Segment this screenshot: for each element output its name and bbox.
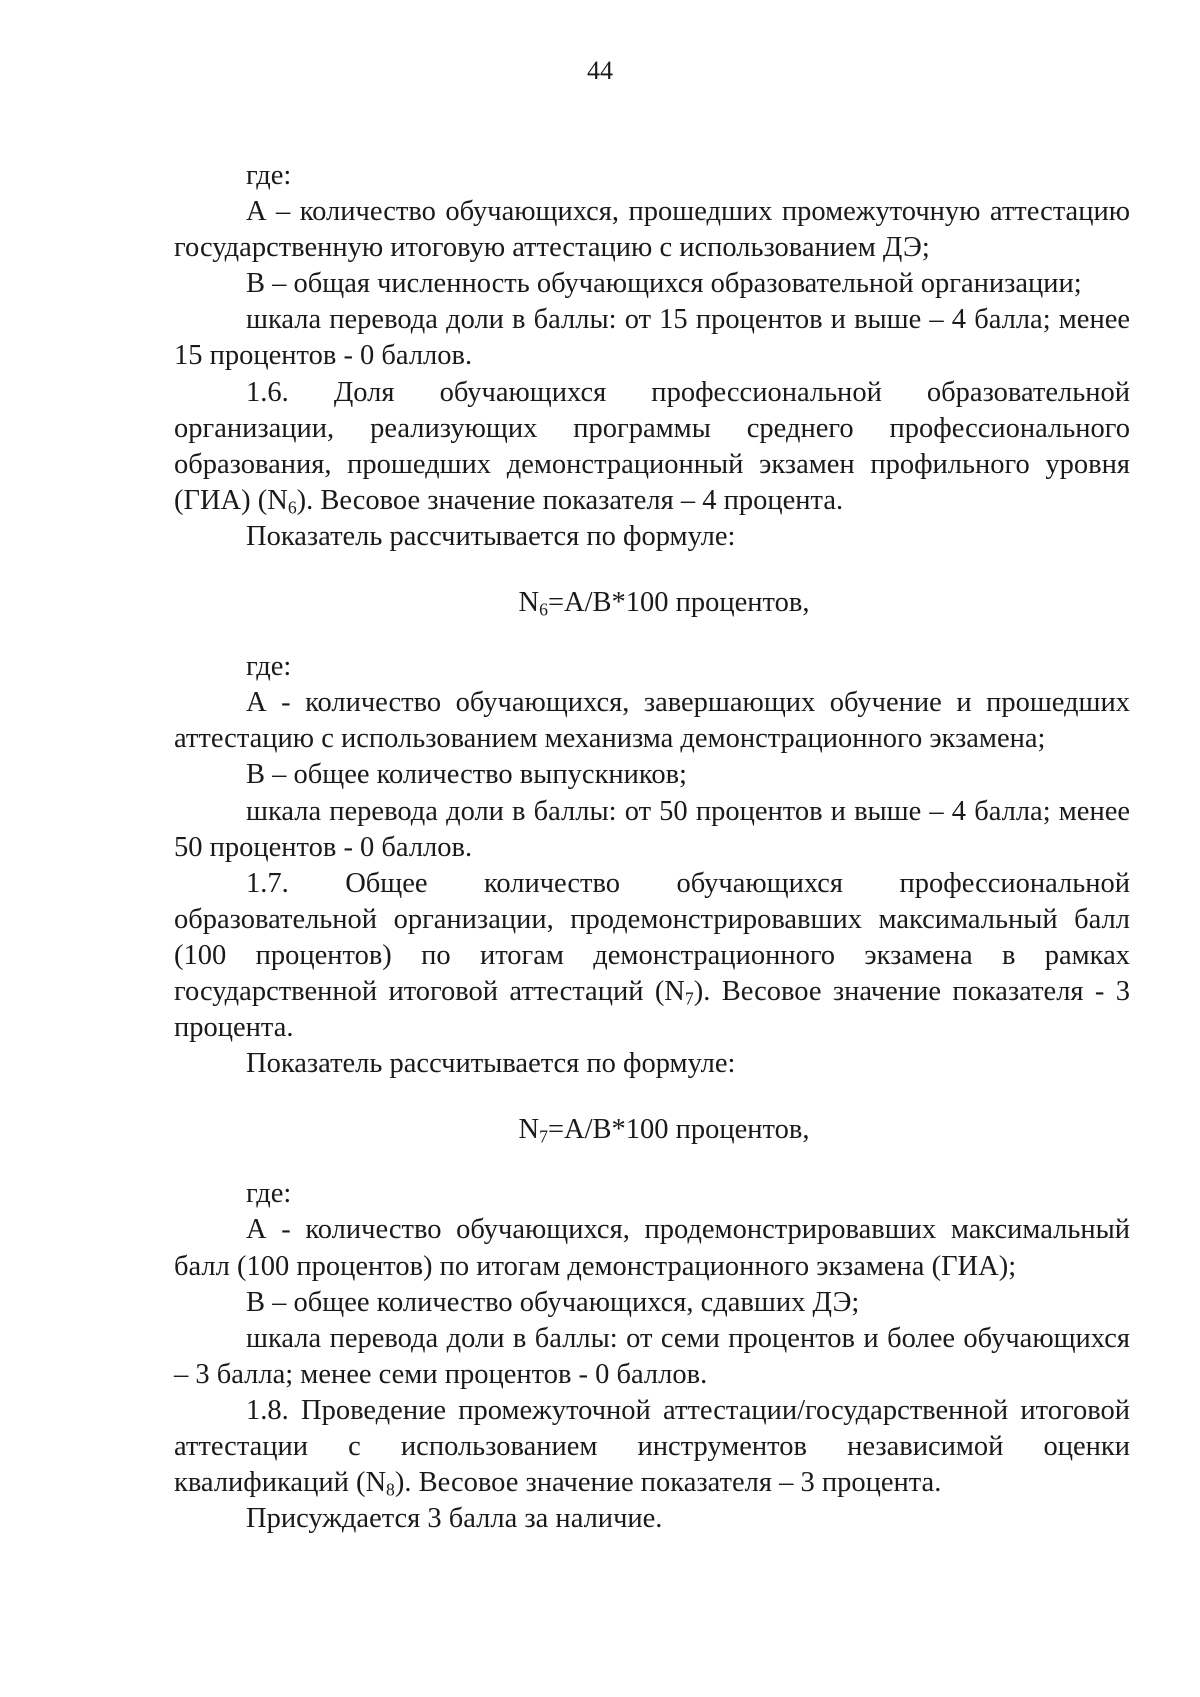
formula-n7 xyxy=(174,1082,1130,1176)
page-number: 44 xyxy=(587,56,613,85)
item-1-7-text: 1.7. Общее количество обучающихся профессиональной образовательной организации, продемонстрировавших максимальный балл (100 процентов) по итогам демонстрационного экзамена в рамках государственной итоговой аттестаций (N xyxy=(174,867,1130,1007)
formula-n7-symbol: N xyxy=(518,1114,540,1146)
formula-n6-rest: =А/В*100 процентов, xyxy=(547,587,810,619)
where-label-2: где: xyxy=(246,651,292,683)
item-1-8-sub: 8 xyxy=(386,1479,395,1500)
award-text: Присуждается 3 балла за наличие. xyxy=(246,1503,663,1535)
item-1-6-text: 1.6. Доля обучающихся профессиональной образовательной организации, реализующих программы среднего профессионального образования, прошедших демонстрационный экзамен профильного уровня (ГИА) (N xyxy=(174,376,1130,516)
item-1-7-sub: 7 xyxy=(684,988,694,1009)
formula-n7-sub: 7 xyxy=(539,1126,548,1147)
definition-b-2: В – общее количество выпускников; xyxy=(246,759,687,791)
definition-b-1: В – общая численность обучающихся образовательной организации; xyxy=(246,268,1082,300)
formula-n7-rest: =А/В*100 процентов, xyxy=(547,1114,810,1146)
item-1-6 xyxy=(174,375,1130,519)
definition-a-3: А - количество обучающихся, продемонстрировавших максимальный балл (100 процентов) по итогам демонстрационного экзамена (ГИА); xyxy=(174,1214,1130,1282)
item-1-6-sub: 6 xyxy=(287,497,297,518)
scale-1: шкала перевода доли в баллы: от 15 процентов и выше – 4 балла; менее 15 процентов - 0 баллов. xyxy=(174,304,1130,372)
formula-n6 xyxy=(174,555,1130,649)
where-label-1: где: xyxy=(246,160,292,191)
item-1-8-text: 1.8. Проведение промежуточной аттестации/государственной итоговой аттестации с использованием инструментов независимой оценки квалификаций (N xyxy=(174,1394,1130,1499)
formula-intro-6: Показатель рассчитывается по формуле: xyxy=(246,520,736,552)
formula-n6-symbol: N xyxy=(518,587,540,619)
scale-3: шкала перевода доли в баллы: от семи процентов и более обучающихся – 3 балла; менее семи процентов - 0 баллов. xyxy=(174,1322,1130,1390)
document-body xyxy=(174,158,1130,1537)
item-1-8 xyxy=(174,1393,1130,1501)
scale-2: шкала перевода доли в баллы: от 50 процентов и выше – 4 балла; менее 50 процентов - 0 баллов. xyxy=(174,795,1130,863)
formula-n6-sub: 6 xyxy=(539,599,548,620)
where-label-3: где: xyxy=(246,1178,292,1210)
item-1-8-tail: ). Весовое значение показателя – 3 процента. xyxy=(394,1467,942,1499)
item-1-7 xyxy=(174,866,1130,1046)
definition-a-2: А - количество обучающихся, завершающих обучение и прошедших аттестацию с использованием механизма демонстрационного экзамена; xyxy=(174,687,1130,755)
definition-b-3: В – общее количество обучающихся, сдавших ДЭ; xyxy=(246,1286,860,1318)
definition-a-1: А – количество обучающихся, прошедших промежуточную аттестацию государственную итоговую аттестацию с использованием ДЭ; xyxy=(174,196,1130,264)
item-1-7-tail: ). Весовое значение показателя - 3 процента. xyxy=(174,975,1130,1044)
formula-intro-7: Показатель рассчитывается по формуле: xyxy=(246,1048,736,1080)
item-1-6-tail: ). Весовое значение показателя – 4 процента. xyxy=(296,484,844,516)
